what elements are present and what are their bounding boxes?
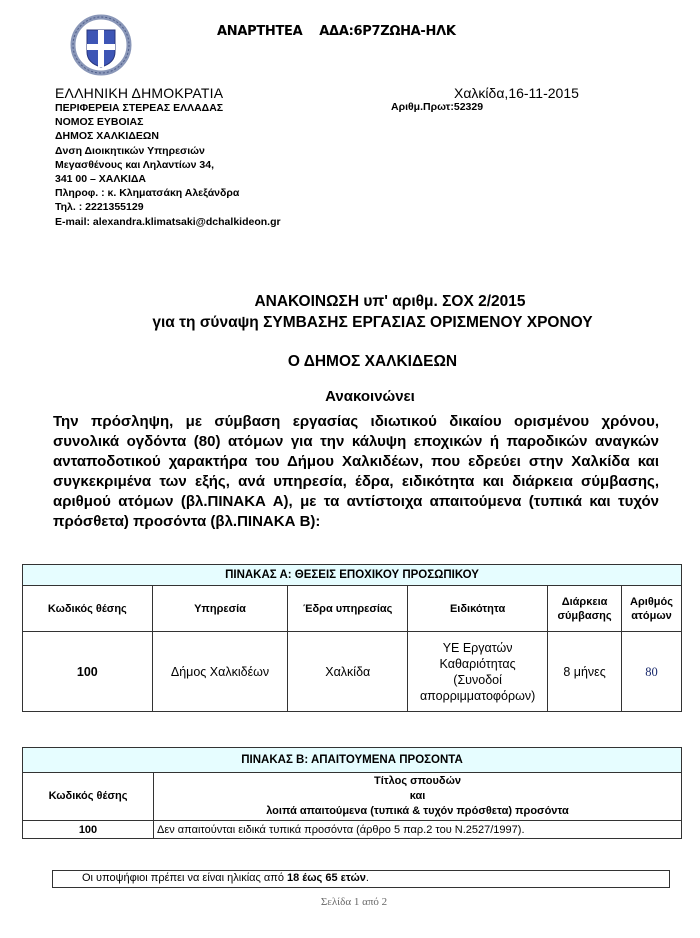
table-a-header-service: Υπηρεσία (152, 586, 288, 632)
sender-line-postcode: 341 00 – ΧΑΛΚΙΔΑ (55, 173, 147, 186)
posting-label: ΑΝΑΡΤΗΤΕΑ (217, 24, 303, 39)
sender-line-email: E-mail: alexandra.klimatsaki@dchalkideon.gr (55, 215, 281, 228)
table-a-header-persons: Αριθμός ατόμων (622, 586, 682, 632)
sender-line-directorate: Δνση Διοικητικών Υπηρεσιών (55, 144, 205, 157)
table-row (23, 632, 682, 712)
age-requirement-note (52, 870, 670, 888)
sender-line-phone: Τηλ. : 2221355129 (55, 201, 144, 214)
sender-line-republic: ΕΛΛΗΝΙΚΗ ΔΗΜΟΚΡΑΤΙΑ (55, 85, 224, 101)
announcement-body: Την πρόσληψη, με σύμβαση εργασίας ιδιωτικού δικαίου ορισμένου χρόνου, συνολικά ογδόντα (80) ατόμων για την κάλυψη εποχικών ή παροδικών αναγκών ανταποδοτικού χαρακτήρα του Δήμου Χαλκιδέων, που εδρεύει στην Χαλκίδα και συγκεκριμένα των εξής, ανά υπηρεσία, έδρα, ειδικότητα και διάρκεια σύμβασης, αριθμού ατόμων (βλ.ΠΙΝΑΚΑ Α), με τα αντίστοιχα απαιτούμενα (τυπικά και τυχόν πρόσθετα) προσόντα (βλ.ΠΙΝΑΚΑ Β): (53, 413, 659, 530)
table-a-cell-code: 100 (23, 632, 153, 712)
announcement-subtitle (0, 314, 700, 332)
table-a-cell-service: Δήμος Χαλκιδέων (152, 632, 288, 712)
ada-identifier (217, 24, 456, 39)
sender-line-address: Μεγασθένους και Ληλαντίων 34, (55, 158, 215, 171)
greek-coat-of-arms-icon (70, 14, 132, 76)
page-number: Σελίδα 1 από 2 (320, 896, 388, 908)
age-mid: έως (299, 872, 326, 884)
municipality-heading: Ο ΔΗΜΟΣ ΧΑΛΚΙΔΕΩΝ (287, 353, 458, 370)
table-a-caption: ΠΙΝΑΚΑΣ Α: ΘΕΣΕΙΣ ΕΠΟΧΙΚΟΥ ΠΡΟΣΩΠΙΚΟΥ (23, 565, 682, 586)
table-b-cell-code: 100 (23, 821, 154, 839)
title-number: ΣΟΧ 2/2015 (442, 293, 526, 310)
age-note-prefix: Οι υποψήφιοι πρέπει να είναι ηλικίας από (82, 872, 287, 884)
table-a-header-code: Κωδικός θέσης (23, 586, 153, 632)
table-a-cell-seat: Χαλκίδα (288, 632, 408, 712)
table-a-header-seat: Έδρα υπηρεσίας (288, 586, 408, 632)
announces-heading: Ανακοινώνει (325, 388, 415, 405)
subtitle-contract-type: ΣΥΜΒΑΣΗΣ ΕΡΓΑΣΙΑΣ ΟΡΙΣΜΕΝΟΥ ΧΡΟΝΟΥ (263, 314, 593, 331)
title-word: ΑΝΑΚΟΙΝΩΣΗ (254, 293, 360, 310)
age-min: 18 (287, 872, 300, 884)
table-b-required-qualifications (22, 747, 682, 839)
header-qual-line-1: Τίτλος σπουδών (373, 775, 461, 787)
table-a-seasonal-positions (22, 564, 682, 712)
age-max: 65 ετών (325, 872, 366, 884)
age-note-suffix: . (365, 872, 369, 884)
ada-code: ΑΔΑ:6Ρ7ΖΩΗΑ-ΗΛΚ (319, 24, 456, 39)
header-qual-line-2: και (409, 790, 426, 802)
title-ref: υπ' αριθμ. (359, 293, 443, 310)
table-b-header-qualifications (154, 773, 682, 821)
header-qual-line-3: λοιπά απαιτούμενα (τυπικά & τυχόν πρόσθετα) προσόντα (266, 805, 569, 817)
sender-line-contact: Πληροφ. : κ. Κληματσάκη Αλεξάνδρα (55, 187, 240, 200)
table-a-cell-duration: 8 μήνες (548, 632, 622, 712)
table-row (23, 821, 682, 839)
sender-line-municipality: ΔΗΜΟΣ ΧΑΛΚΙΔΕΩΝ (55, 130, 159, 143)
table-a-header-specialty: Ειδικότητα (408, 586, 548, 632)
sender-line-prefecture: ΝΟΜΟΣ ΕΥΒΟΙΑΣ (55, 116, 144, 129)
sender-block (55, 86, 281, 229)
place-date: Χαλκίδα,16-11-2015 (454, 85, 579, 101)
table-a-cell-specialty: ΥΕ Εργατών Καθαριότητας (Συνοδοί απορριμματοφόρων) (408, 632, 548, 712)
subtitle-prefix: για τη σύναψη (152, 314, 264, 331)
protocol-number: Αριθμ.Πρωτ:52329 (391, 101, 484, 113)
table-a-header-duration: Διάρκεια σύμβασης (548, 586, 622, 632)
announcement-title (0, 293, 700, 311)
table-b-caption: ΠΙΝΑΚΑΣ Β: ΑΠΑΙΤΟΥΜΕΝΑ ΠΡΟΣΟΝΤΑ (23, 748, 682, 773)
sender-line-region: ΠΕΡΙΦΕΡΕΙΑ ΣΤΕΡΕΑΣ ΕΛΛΑΔΑΣ (55, 102, 224, 114)
table-a-cell-persons: 80 (622, 632, 682, 712)
table-b-header-code: Κωδικός θέσης (23, 773, 154, 821)
table-b-cell-qualifications: Δεν απαιτούνται ειδικά τυπικά προσόντα (άρθρο 5 παρ.2 του Ν.2527/1997). (154, 821, 682, 839)
